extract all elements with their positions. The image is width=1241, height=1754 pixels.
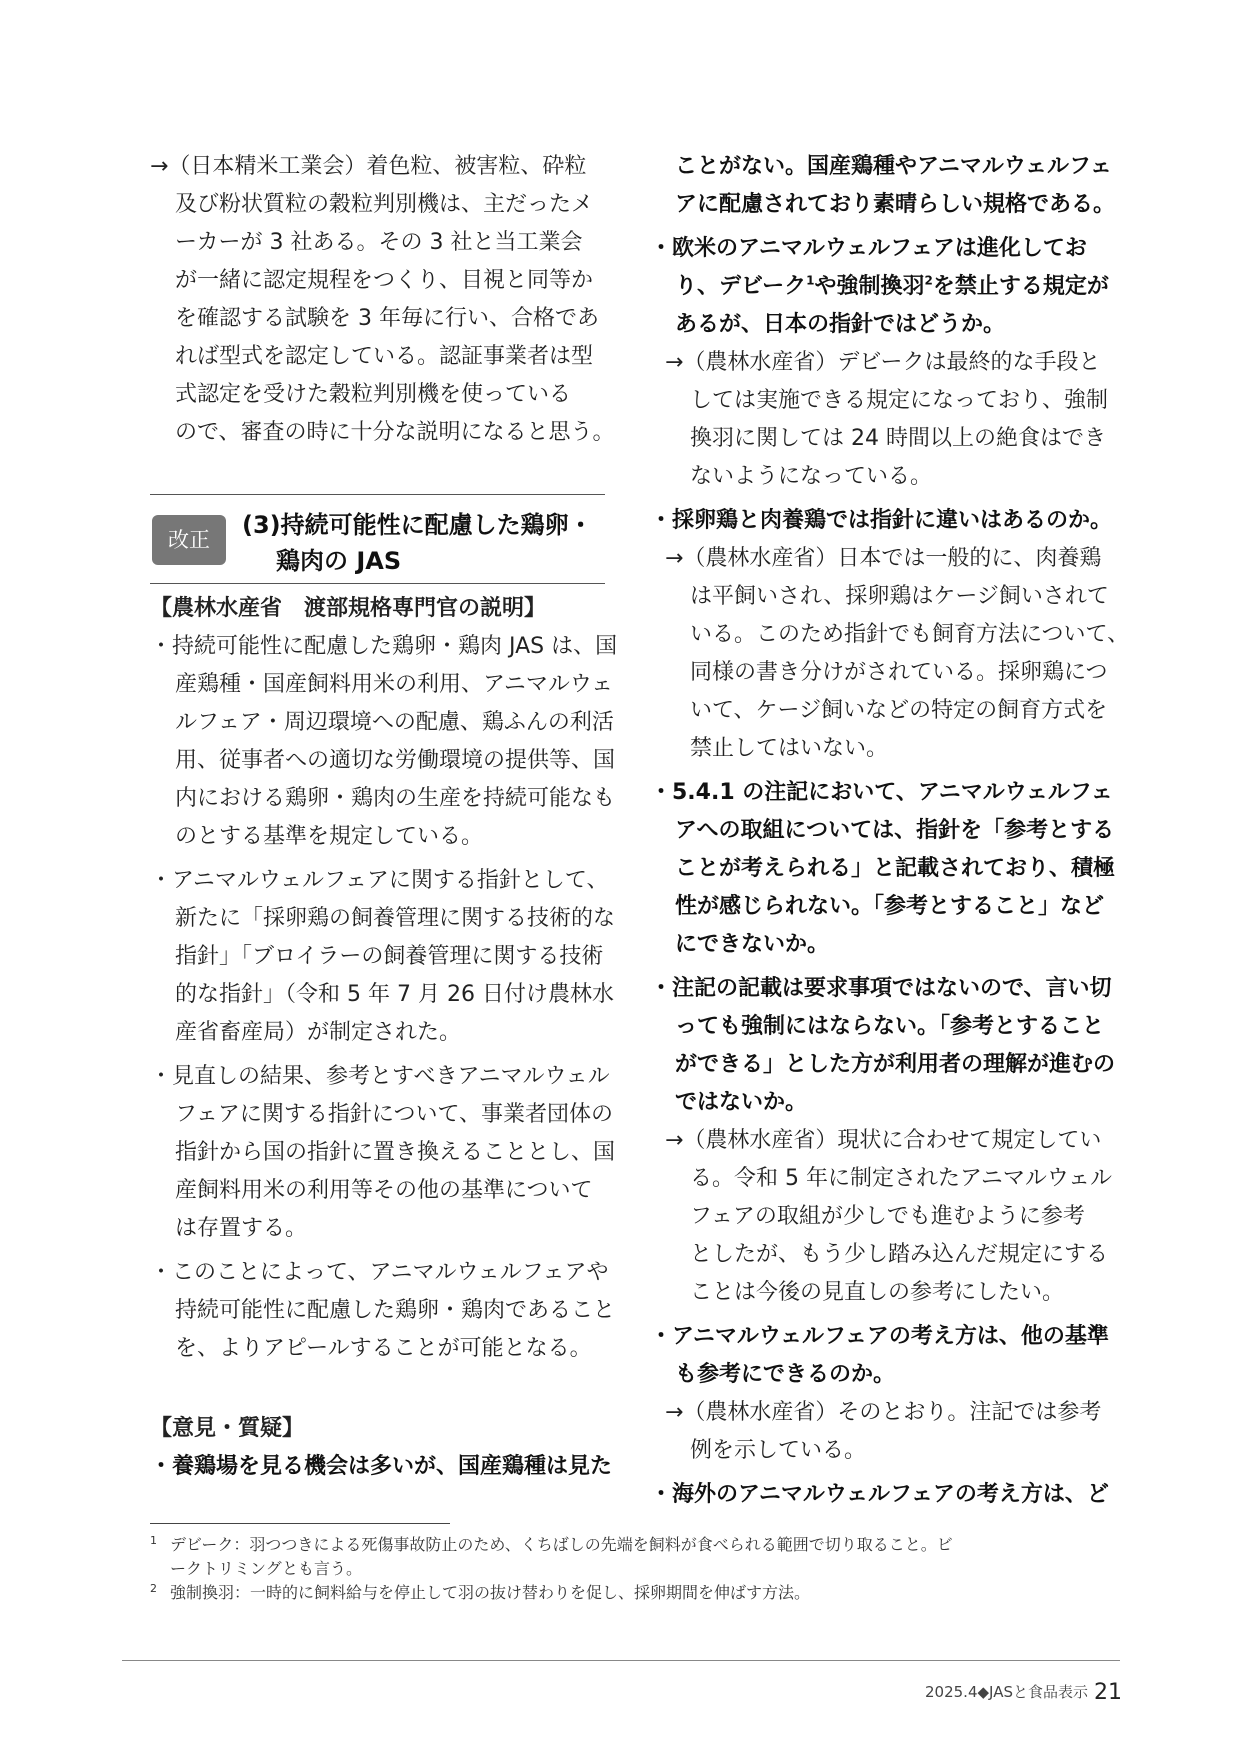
section-title-line1: (3)持続可能性に配慮した鶏卵・ xyxy=(242,511,593,539)
footnote-text: 強制換羽：一時的に飼料給与を停止して羽の抜け替わりを促し、採卵期間を伸ばす方法。 xyxy=(170,1583,811,1602)
answer-line: ことは今後の見直しの参考にしたい。 xyxy=(690,1280,1065,1305)
footnote-text: ークトリミングとも言う。 xyxy=(170,1559,363,1578)
question-line: っても強制にはならない。「参考とすること xyxy=(675,1014,1105,1039)
answer-line: しては実施できる規定になっており、強制 xyxy=(690,388,1109,413)
question-fragment: や強制換羽 xyxy=(814,274,925,299)
answer-line: ないようになっている。 xyxy=(690,464,933,489)
footnote-ref: 1 xyxy=(806,273,815,288)
text-line: ・アニマルウェルフェアに関する指針として、 xyxy=(150,868,609,893)
right-column xyxy=(650,148,1130,1514)
text-line: フェアに関する指針について、事業者団体の xyxy=(175,1102,614,1127)
question-continuation xyxy=(650,148,1116,224)
bullet-item xyxy=(150,1254,616,1368)
question-fragment: を禁止する規定が xyxy=(932,274,1109,299)
footnote-text: デビーク：羽つつきによる死傷事故防止のため、くちばしの先端を飼料が食べられる範囲で切り取ること。ビ xyxy=(170,1535,953,1554)
footnotes xyxy=(150,1533,1090,1605)
footnote xyxy=(150,1581,1090,1605)
question-line: ・採卵鶏と肉養鶏では指針に違いはあるのか。 xyxy=(650,508,1113,533)
footnote-number: 2 xyxy=(150,1582,157,1595)
question-item xyxy=(650,774,1116,964)
text-line: 産省畜産局）が制定された。 xyxy=(175,1020,462,1045)
question-fragment: り、デビーク xyxy=(675,274,807,299)
question-line: ことがない。国産鶏種やアニマルウェルフェ xyxy=(675,154,1112,179)
text-line: 指針から国の指針に置き換えることとし、国 xyxy=(175,1140,616,1165)
question-line: ができる」とした方が利用者の理解が進むの xyxy=(675,1052,1116,1077)
answer-line: は平飼いされ、採卵鶏はケージ飼いされて xyxy=(690,584,1109,609)
section-title-line2: 鶏肉の JAS xyxy=(276,547,402,575)
question-line xyxy=(650,268,1109,306)
text-line: 及び粉状質粒の穀粒判別機は、主だったメ xyxy=(175,192,594,217)
text-line: 式認定を受けた穀粒判別機を使っている xyxy=(175,382,572,407)
answer-line: いて、ケージ飼いなどの特定の飼育方式を xyxy=(690,698,1108,723)
answer-line: 禁止してはいない。 xyxy=(690,736,889,761)
question-line: にできないか。 xyxy=(675,932,830,957)
footnote-number: 1 xyxy=(150,1534,157,1547)
question-line: ・海外のアニマルウェルフェアの考え方は、ど xyxy=(650,1482,1109,1507)
footnote xyxy=(150,1533,1090,1581)
text-line: ルフェア・周辺環境への配慮、鶏ふんの利活 xyxy=(175,710,614,735)
spacer xyxy=(150,1374,605,1404)
question-line: ・5.4.1 の注記において、アニマルウェルフェ xyxy=(650,780,1113,805)
question-line: ことが考えられる」と記載されており、積極 xyxy=(675,856,1116,881)
diamond-icon: ◆ xyxy=(977,1683,990,1701)
question-line: ・注記の記載は要求事項ではないので、言い切 xyxy=(650,976,1112,1001)
answer-line: 同様の書き分けがされている。採卵鶏につ xyxy=(690,660,1108,685)
question-line: ・欧米のアニマルウェルフェアは進化してお xyxy=(650,236,1087,261)
bullet-item xyxy=(150,1058,616,1248)
answer-line: →（農林水産省）日本では一般的に、肉養鶏 xyxy=(665,546,1102,571)
text-line: は存置する。 xyxy=(175,1216,308,1241)
opinion-heading: 【意見・質疑】 xyxy=(150,1416,305,1441)
text-line: を、よりアピールすることが可能となる。 xyxy=(175,1336,592,1361)
question-item xyxy=(650,970,1116,1312)
page-number: 21 xyxy=(1094,1680,1122,1705)
text-line: ーカーが 3 社ある。その 3 社と当工業会 xyxy=(175,230,583,255)
text-line: →（日本精米工業会）着色粒、被害粒、砕粒 xyxy=(150,154,587,179)
answer-block xyxy=(150,148,615,452)
text-line: れば型式を認定している。認証事業者は型 xyxy=(175,344,594,369)
question-line: 性が感じられない。「参考とすること」など xyxy=(675,894,1105,919)
text-line: ・見直しの結果、参考とすべきアニマルウェル xyxy=(150,1064,610,1089)
explanation-heading: 【農林水産省 渡部規格専門官の説明】 xyxy=(150,596,547,621)
page-footer xyxy=(925,1680,1122,1705)
answer-line: いる。このため指針でも飼育方法について、 xyxy=(690,622,1130,647)
question-line: アへの取組については、指針を「参考とする xyxy=(675,818,1115,843)
answer-line: →（農林水産省）デビークは最終的な手段と xyxy=(665,350,1101,375)
text-line: 指針」「ブロイラーの飼養管理に関する技術 xyxy=(175,944,604,969)
question-line: アに配慮されており素晴らしい規格である。 xyxy=(675,192,1116,217)
magazine-title: JASと食品表示 xyxy=(989,1683,1088,1701)
section-title xyxy=(242,507,593,579)
text-line: 的な指針」（令和 5 年 7 月 26 日付け農林水 xyxy=(175,982,614,1007)
bullet-item xyxy=(150,862,616,1052)
issue-date: 2025.4 xyxy=(925,1683,978,1701)
answer-line: 例を示している。 xyxy=(690,1438,867,1463)
answer-line: →（農林水産省）そのとおり。注記では参考 xyxy=(665,1400,1102,1425)
text-line: ・持続可能性に配慮した鶏卵・鶏肉 JAS は、国 xyxy=(150,634,618,659)
text-line: 新たに「採卵鶏の飼養管理に関する技術的な xyxy=(175,906,616,931)
text-line: 持続可能性に配慮した鶏卵・鶏肉であること xyxy=(175,1298,616,1323)
answer-line: フェアの取組が少しでも進むように参考 xyxy=(690,1204,1085,1229)
revision-badge: 改正 xyxy=(152,515,226,565)
text-line: 内における鶏卵・鶏肉の生産を持続可能なも xyxy=(175,786,616,811)
text-line: が一緒に認定規程をつくり、目視と同等か xyxy=(175,268,594,293)
text-line: のとする基準を規定している。 xyxy=(175,824,484,849)
text-line: ので、審査の時に十分な説明になると思う。 xyxy=(175,420,615,445)
question-item xyxy=(650,1318,1109,1470)
question-item xyxy=(650,502,1130,768)
question-line: ・アニマルウェルフェアの考え方は、他の基準 xyxy=(650,1324,1109,1349)
text-line: を確認する試験を 3 年毎に行い、合格であ xyxy=(175,306,599,331)
answer-line: →（農林水産省）現状に合わせて規定してい xyxy=(665,1128,1102,1153)
text-line: 産鶏種・国産飼料用米の利用、アニマルウェ xyxy=(175,672,614,697)
text-line: 産飼料用米の利用等その他の基準について xyxy=(175,1178,593,1203)
answer-line: る。令和 5 年に制定されたアニマルウェル xyxy=(690,1166,1113,1191)
question-line: ではないか。 xyxy=(675,1090,808,1115)
footnote-rule xyxy=(150,1523,450,1524)
question-item xyxy=(650,230,1109,496)
text-line: ・このことによって、アニマルウェルフェアや xyxy=(150,1260,609,1285)
left-column xyxy=(150,148,618,1486)
bullet-item xyxy=(150,628,618,856)
answer-line: 換羽に関しては 24 時間以上の絶食はでき xyxy=(690,426,1106,451)
section-heading xyxy=(150,494,605,584)
question-line: ・養鶏場を見る機会は多いが、国産鶏種は見た xyxy=(150,1454,613,1479)
question-line: も参考にできるのか。 xyxy=(675,1362,896,1387)
text-line: 用、従事者への適切な労働環境の提供等、国 xyxy=(175,748,616,773)
answer-line: としたが、もう少し踏み込んだ規定にする xyxy=(690,1242,1109,1267)
footer-rule xyxy=(122,1660,1120,1661)
footnote-ref: 2 xyxy=(924,273,933,288)
question-line: あるが、日本の指針ではどうか。 xyxy=(675,312,1006,337)
